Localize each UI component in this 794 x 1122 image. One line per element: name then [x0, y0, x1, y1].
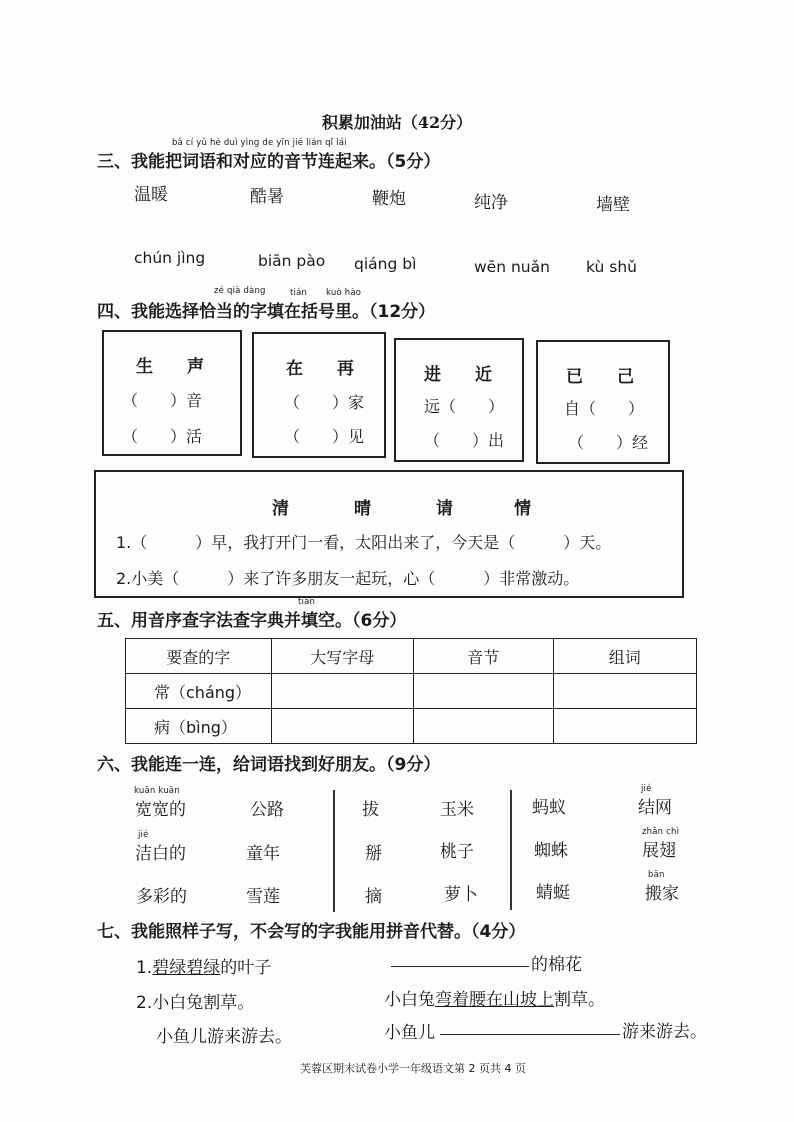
word-pinyin: jié [138, 830, 149, 840]
q3-sentence: 小鱼儿游来游去。 [156, 1027, 292, 1047]
match-word[interactable]: 蜻蜓 [536, 883, 570, 903]
answer-cell[interactable] [414, 709, 554, 744]
char-pair: 进 近 [424, 365, 492, 385]
match-word[interactable]: 公路 [250, 800, 284, 820]
match-word[interactable]: 童年 [246, 844, 280, 864]
dictionary-table [125, 638, 697, 744]
sentence-fill-box [94, 470, 684, 598]
match-word[interactable]: 摘 [365, 887, 382, 907]
match-word[interactable]: 雪莲 [246, 887, 280, 907]
char-option: 情 [514, 499, 531, 519]
q1-example [136, 953, 271, 978]
char-pair: 已 己 [566, 367, 634, 387]
q1-answer-line[interactable] [391, 966, 529, 967]
s4-pinyin: tián [290, 288, 308, 298]
q1-example-underlined: 碧绿碧绿 [152, 958, 221, 978]
s6-heading: 六、我能连一连，给词语找到好朋友。（9分） [97, 755, 441, 775]
fill-blank[interactable]: 远（ ） [424, 397, 505, 416]
q2-example-underlined: 弯着腰在山坡上 [435, 990, 554, 1010]
s7-heading: 七、我能照样子写，不会写的字我能用拼音代替。（4分） [97, 922, 526, 942]
char-choice-box [394, 338, 524, 462]
column-header: 音节 [414, 639, 554, 674]
answer-cell[interactable] [553, 709, 696, 744]
fill-blank[interactable]: （ ）出 [424, 431, 505, 450]
s4-pinyin: kuò hào [326, 288, 362, 298]
s4-heading: 四、我能选择恰当的字填在括号里。（12分） [97, 302, 436, 322]
s3-word[interactable]: 鞭炮 [372, 189, 406, 209]
s3-word[interactable]: 纯净 [474, 193, 508, 213]
match-word[interactable]: 玉米 [440, 800, 474, 820]
word-pinyin: bān [648, 870, 665, 880]
q1-label: 1. [136, 958, 153, 978]
fill-blank[interactable]: （ ）经 [568, 433, 649, 452]
s3-word[interactable]: 墙壁 [596, 195, 630, 215]
word-pinyin: zhǎn chì [642, 827, 680, 837]
s3-word[interactable]: 温暖 [134, 185, 168, 205]
sentence-line[interactable]: 1.（ ）早，我打开门一看，太阳出来了，今天是（ ）天。 [116, 533, 612, 552]
query-char-cell: 常（cháng） [126, 674, 272, 709]
q3-suffix: 游来游去。 [622, 1022, 707, 1042]
match-word[interactable]: 桃子 [440, 842, 474, 862]
answer-cell[interactable] [271, 709, 413, 744]
divider [333, 790, 335, 912]
q2-example [384, 985, 605, 1010]
char-pair: 在 再 [286, 359, 354, 379]
s4-pinyin: zé qià dàng [214, 286, 266, 296]
fill-blank[interactable]: 自（ ） [564, 399, 645, 418]
q1-answer-suffix: 的棉花 [531, 955, 582, 975]
s3-syllable[interactable]: biān pào [258, 252, 326, 270]
match-word[interactable]: 蚂蚁 [532, 798, 566, 818]
word-pinyin: jié [641, 784, 652, 794]
match-word[interactable]: 展翅 [642, 841, 676, 861]
char-option: 请 [436, 499, 453, 519]
char-option: 清 [272, 499, 289, 519]
s3-syllable[interactable]: wēn nuǎn [474, 258, 550, 276]
answer-cell[interactable] [271, 674, 413, 709]
s3-syllable[interactable]: qiáng bì [354, 255, 417, 273]
fill-blank[interactable]: （ ）活 [122, 427, 203, 446]
column-header: 大写字母 [271, 639, 413, 674]
page-footer: 芙蓉区期末试卷小学一年级语文第 2 页共 4 页 [300, 1062, 526, 1075]
q3-answer-line[interactable] [440, 1034, 620, 1035]
match-word[interactable]: 蜘蛛 [534, 841, 568, 861]
char-choice-box [102, 330, 242, 456]
query-char-cell: 病（bìng） [126, 709, 272, 744]
char-choice-box [252, 332, 386, 458]
fill-blank[interactable]: （ ）音 [122, 391, 203, 410]
table-row [126, 674, 697, 709]
q2-sentence: 2.小白兔割草。 [136, 993, 255, 1013]
column-header: 要查的字 [126, 639, 272, 674]
q2-example-prefix: 小白兔 [384, 990, 435, 1010]
match-word[interactable]: 拔 [362, 800, 379, 820]
q3-prefix: 小鱼儿 [384, 1023, 435, 1043]
column-header: 组词 [553, 639, 696, 674]
s3-word[interactable]: 酷暑 [250, 187, 284, 207]
table-header-row [126, 639, 697, 674]
divider [510, 790, 512, 910]
q2-example-suffix: 割草。 [554, 990, 605, 1010]
answer-cell[interactable] [553, 674, 696, 709]
fill-blank[interactable]: （ ）见 [284, 427, 365, 446]
char-option: 晴 [354, 499, 371, 519]
char-choice-box [536, 340, 670, 464]
s5-heading: 五、用音序查字法查字典并填空。（6分） [97, 611, 407, 631]
match-word[interactable]: 萝卜 [444, 885, 478, 905]
fill-blank[interactable]: （ ）家 [284, 393, 365, 412]
char-pair: 生 声 [136, 357, 204, 377]
s3-heading: 三、我能把词语和对应的音节连起来。（5分） [97, 152, 441, 172]
s3-pinyin: bǎ cí yǔ hé duì yìng de yīn jié lián qǐ lái [172, 138, 347, 148]
match-word[interactable]: 结网 [638, 798, 672, 818]
q1-example-rest: 的叶子 [220, 958, 272, 978]
match-word[interactable]: 掰 [365, 844, 382, 864]
answer-cell[interactable] [414, 674, 554, 709]
match-word[interactable]: 洁白的 [135, 844, 186, 864]
s3-syllable[interactable]: kù shǔ [586, 258, 637, 276]
match-word[interactable]: 多彩的 [136, 887, 187, 907]
word-pinyin: kuān kuān [134, 786, 180, 796]
match-word[interactable]: 宽宽的 [135, 800, 186, 820]
match-word[interactable]: 搬家 [645, 884, 679, 904]
s3-syllable[interactable]: chún jìng [134, 249, 206, 267]
sentence-line[interactable]: 2.小美（ ）来了许多朋友一起玩，心（ ）非常激动。 [116, 569, 580, 588]
s5-pinyin: tián [298, 597, 316, 607]
table-row [126, 709, 697, 744]
section-title: 积累加油站（42分） [321, 113, 473, 132]
